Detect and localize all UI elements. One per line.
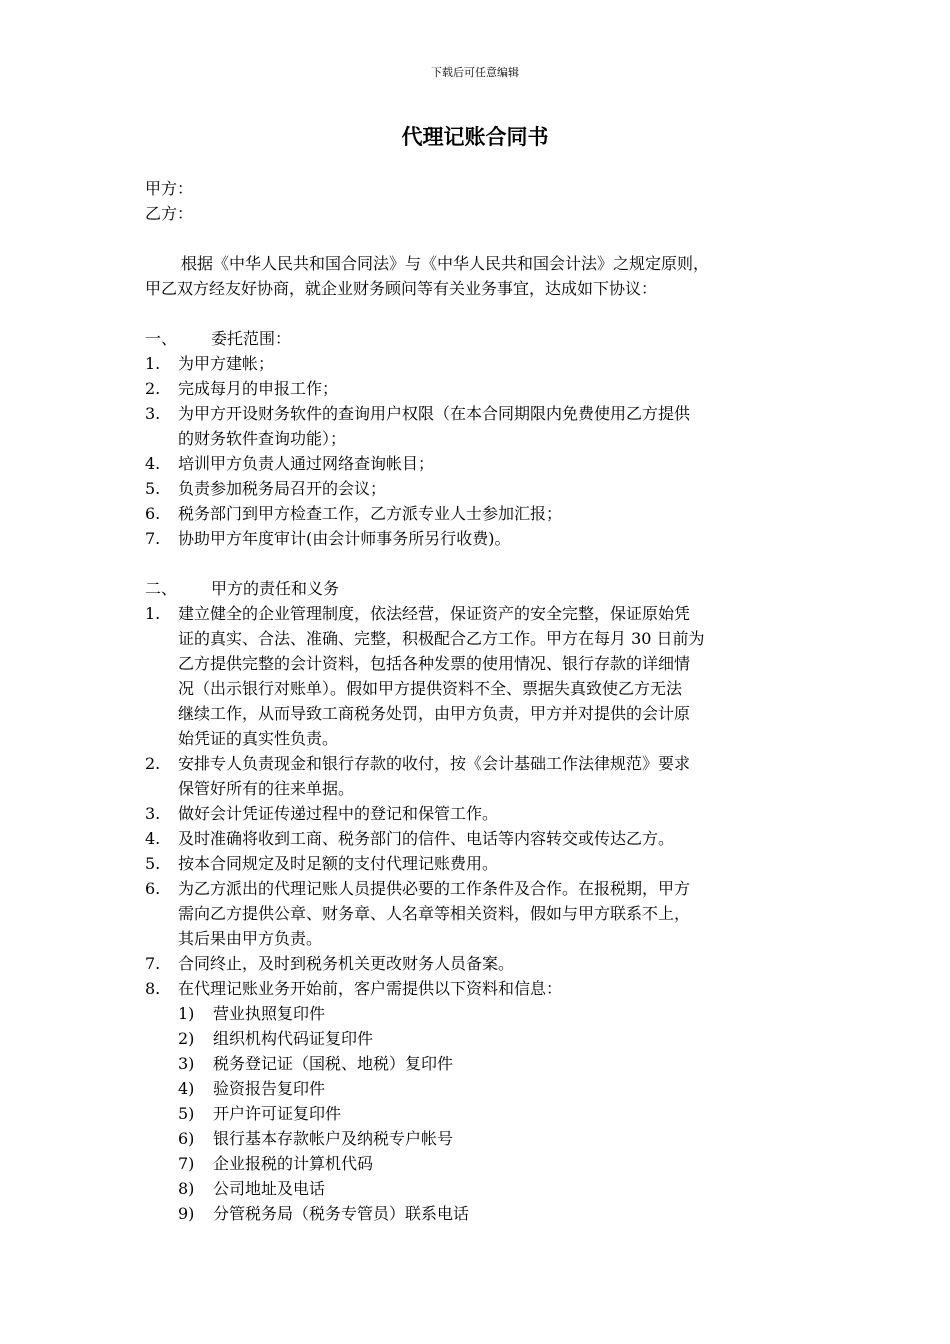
item-text-line: 的财务软件查询功能）； [178, 429, 347, 448]
section-1-list [145, 351, 815, 551]
list-item [145, 851, 815, 876]
item-number: 1. [145, 604, 161, 623]
sub-list-item [178, 1101, 815, 1126]
sub-item-number: 3) [178, 1054, 195, 1073]
item-text-line: 况（出示银行对账单）。假如甲方提供资料不全、票据失真致使乙方无法 [178, 679, 683, 698]
item-text [178, 851, 815, 876]
item-text-line: 做好会计凭证传递过程中的登记和保管工作。 [178, 804, 499, 823]
section-title: 委托范围： [211, 329, 292, 348]
sub-list-item [178, 1076, 815, 1101]
list-item [145, 501, 815, 526]
item-text-line: 其后果由甲方负责。 [178, 929, 323, 948]
item-text [178, 601, 815, 751]
sub-item-number: 2) [178, 1029, 195, 1048]
item-number: 2. [145, 754, 161, 773]
sub-list-item [178, 1126, 815, 1151]
sub-item-text: 公司地址及电话 [213, 1179, 326, 1198]
sub-list-item [178, 1001, 815, 1026]
item-text-line: 建立健全的企业管理制度，依法经营，保证资产的安全完整，保证原始凭 [178, 604, 691, 623]
item-number: 4. [145, 454, 161, 473]
item-text-line: 为甲方开设财务软件的查询用户权限（在本合同期限内免费使用乙方提供 [178, 404, 691, 423]
intro-paragraph-line: 根据《中华人民共和国合同法》与《中华人民共和国会计法》之规定原则， [181, 254, 710, 273]
item-text-line: 负责参加税务局召开的会议； [178, 479, 387, 498]
item-text-line: 为甲方建帐； [178, 354, 275, 373]
list-item [145, 801, 815, 826]
item-text-line: 在代理记账业务开始前，客户需提供以下资料和信息： [178, 979, 563, 998]
document-title: 代理记账合同书 [401, 124, 549, 149]
item-text [178, 876, 815, 951]
item-text-line: 为乙方派出的代理记账人员提供必要的工作条件及合作。在报税期，甲方 [178, 879, 691, 898]
item-text-line: 安排专人负责现金和银行存款的收付，按《会计基础工作法律规范》要求 [178, 754, 691, 773]
sub-list-item [178, 1026, 815, 1051]
required-documents-list [145, 1001, 815, 1226]
sub-list-item [178, 1176, 815, 1201]
item-number: 7. [145, 529, 161, 548]
item-text [178, 451, 815, 476]
item-text-line: 培训甲方负责人通过网络查询帐目； [178, 454, 435, 473]
item-text [178, 501, 815, 526]
list-item [145, 401, 815, 451]
section-heading [145, 576, 815, 601]
section-2-list [145, 601, 815, 1001]
item-text [178, 751, 815, 801]
item-number: 2. [145, 379, 161, 398]
item-number: 3. [145, 804, 161, 823]
item-text-line: 完成每月的申报工作； [178, 379, 339, 398]
item-number: 5. [145, 854, 161, 873]
section-number: 一、 [145, 329, 178, 348]
item-text [178, 401, 815, 451]
item-text-line: 证的真实、合法、准确、完整，积极配合乙方工作。甲方在每月 30 日前为 [178, 629, 705, 648]
item-text [178, 951, 815, 976]
sub-item-text: 分管税务局（税务专管员）联系电话 [213, 1204, 470, 1223]
list-item [145, 826, 815, 851]
party-a-label: 甲方： [145, 179, 194, 198]
item-number: 6. [145, 879, 161, 898]
item-text [178, 376, 815, 401]
item-text [178, 826, 815, 851]
section-number: 二、 [145, 579, 178, 598]
sub-item-number: 8) [178, 1179, 195, 1198]
list-item [145, 876, 815, 951]
list-item [145, 951, 815, 976]
sub-list-item [178, 1051, 815, 1076]
item-number: 1. [145, 354, 161, 373]
item-number: 5. [145, 479, 161, 498]
item-text-line: 协助甲方年度审计(由会计师事务所另行收费)。 [178, 529, 511, 548]
list-item [145, 526, 815, 551]
sub-item-number: 4) [178, 1079, 195, 1098]
item-text-line: 始凭证的真实性负责。 [178, 729, 339, 748]
item-text [178, 801, 815, 826]
sub-item-text: 税务登记证（国税、地税）复印件 [213, 1054, 454, 1073]
item-text [178, 526, 815, 551]
sub-list-item [178, 1201, 815, 1226]
item-text-line: 保管好所有的往来单据。 [178, 779, 355, 798]
section-heading [145, 326, 815, 351]
sub-item-number: 5) [178, 1104, 195, 1123]
document-body [145, 176, 815, 1226]
sub-item-text: 组织机构代码证复印件 [213, 1029, 374, 1048]
item-text [178, 351, 815, 376]
item-number: 7. [145, 954, 161, 973]
sub-item-text: 验资报告复印件 [213, 1079, 326, 1098]
intro-paragraph-line: 甲乙双方经友好协商，就企业财务顾问等有关业务事宜，达成如下协议： [145, 279, 658, 298]
item-number: 3. [145, 404, 161, 423]
item-text-line: 乙方提供完整的会计资料，包括各种发票的使用情况、银行存款的详细情 [178, 654, 691, 673]
list-item [145, 601, 815, 751]
party-b-label: 乙方： [145, 204, 194, 223]
item-text [178, 476, 815, 501]
sub-item-text: 企业报税的计算机代码 [213, 1154, 374, 1173]
list-item [145, 451, 815, 476]
item-text-line: 及时准确将收到工商、税务部门的信件、电话等内容转交或传达乙方。 [178, 829, 675, 848]
sub-item-text: 营业执照复印件 [213, 1004, 326, 1023]
sub-item-number: 6) [178, 1129, 195, 1148]
sub-item-number: 1) [178, 1004, 195, 1023]
list-item [145, 476, 815, 501]
item-text-line: 需向乙方提供公章、财务章、人名章等相关资料，假如与甲方联系不上， [178, 904, 691, 923]
item-text-line: 税务部门到甲方检查工作，乙方派专业人士参加汇报； [178, 504, 563, 523]
list-item [145, 376, 815, 401]
item-text-line: 继续工作，从而导致工商税务处罚，由甲方负责，甲方并对提供的会计原 [178, 704, 691, 723]
list-item [145, 751, 815, 801]
item-text-line: 按本合同规定及时足额的支付代理记账费用。 [178, 854, 499, 873]
item-number: 8. [145, 979, 161, 998]
page-header: 下载后可任意编辑 [431, 66, 519, 79]
sub-list-item [178, 1151, 815, 1176]
list-item [145, 976, 815, 1001]
section-title: 甲方的责任和义务 [211, 579, 340, 598]
sub-item-text: 开户许可证复印件 [213, 1104, 342, 1123]
sub-item-number: 9) [178, 1204, 195, 1223]
sub-item-text: 银行基本存款帐户及纳税专户帐号 [213, 1129, 454, 1148]
item-text [178, 976, 815, 1001]
sub-item-number: 7) [178, 1154, 195, 1173]
item-text-line: 合同终止，及时到税务机关更改财务人员备案。 [178, 954, 515, 973]
item-number: 4. [145, 829, 161, 848]
list-item [145, 351, 815, 376]
item-number: 6. [145, 504, 161, 523]
